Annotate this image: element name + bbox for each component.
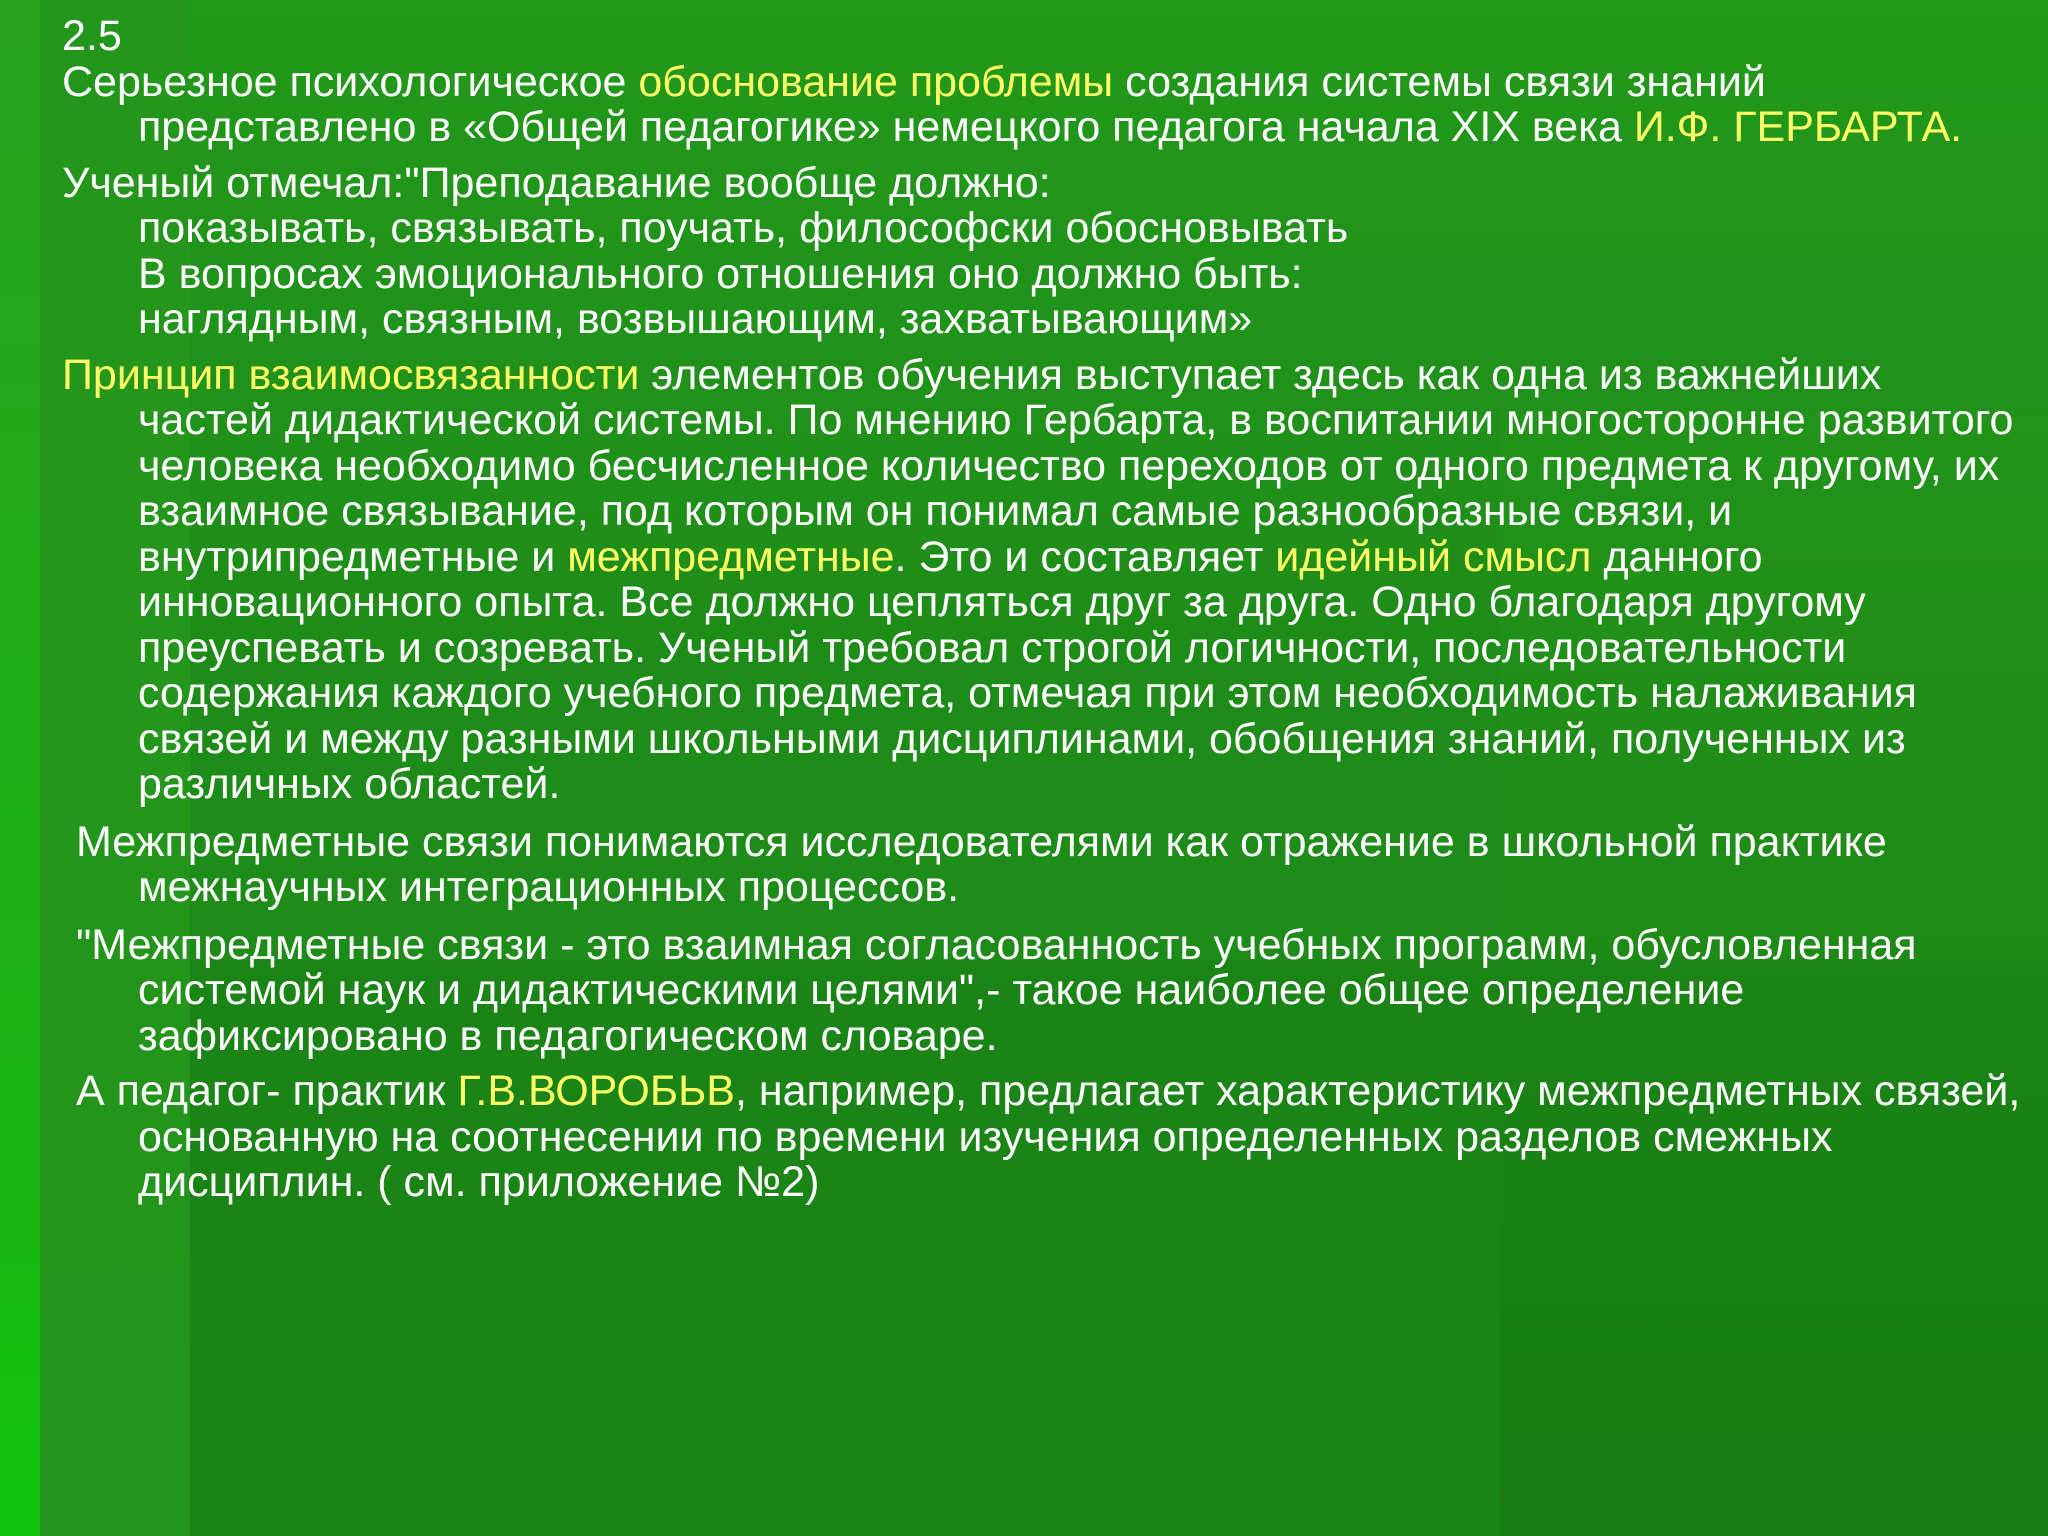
paragraph-herbart-intro <box>62 57 2022 151</box>
text-run: Серьезное психологическое <box>62 57 639 106</box>
highlight-interconnection-principle: Принцип взаимосвязанности <box>62 350 640 399</box>
text-run: элементов обучения выступает здесь как одна из важнейших частей дидактической системы. По мнению Гербарта, в воспитании многосторонне развитого человека необходимо бесчисленное количество переходов от одного предмета к другому, их взаимное связывание, под которым он понимал самые разнообразные связи, и внутрипредметные и <box>138 350 2014 581</box>
background-left-strip <box>0 0 40 1536</box>
slide-body <box>62 14 2022 1206</box>
text-run: , например, предлагает характеристику межпредметных связей, основанную на соотнесении по времени изучения определенных разделов смежных дисциплин. ( см. приложение №2) <box>138 1067 2021 1206</box>
paragraph-interconnection-principle <box>62 350 2022 808</box>
text-run: данного инновационного опыта. Все должно цепляться друг за друга. Одно благодаря другому преуспевать и созревать. Ученый требовал строгой логичности, последовательности содержания каждого учебного предмета, отмечая при этом необходимость налаживания связей и между разными школьными дисциплинами, обобщения знаний, полученных из различных областей. <box>138 532 1917 808</box>
quote-line: В вопросах эмоционального отношения оно должно быть: <box>138 249 1303 298</box>
quote-line: показывать, связывать, поучать, философски обосновывать <box>138 204 1349 252</box>
paragraph-dictionary-definition: "Межпредметные связи - это взаимная согласованность учебных программ, обусловленная системой наук и дидактическими целями",- такое наиболее общее определение зафиксировано в педагогическом словаре. <box>76 920 1917 1060</box>
text-run: . Это и составляет <box>894 532 1276 581</box>
highlight-herbart-name: И.Ф. ГЕРБАРТА. <box>1633 103 1963 151</box>
slide-number: 2.5 <box>62 12 122 60</box>
paragraph-herbart-quote <box>62 158 2022 343</box>
paragraph-vorobyov <box>76 1069 2022 1206</box>
highlight-interdisciplinary: межпредметные <box>567 532 895 581</box>
text-run: создания системы связи знаний представлено в «Общей педагогике» немецкого педагога начала XIX века <box>138 57 1766 151</box>
quote-line: наглядным, связным, возвышающим, захватывающим» <box>138 295 1253 343</box>
highlight-idea-meaning: идейный смысл <box>1275 532 1592 581</box>
text-run: А педагог- практик <box>76 1067 458 1115</box>
paragraph-researchers-view: Межпредметные связи понимаются исследователями как отражение в школьной практике межнаучных интеграционных процессов. <box>76 817 1887 911</box>
quote-line: Ученый отмечал:"Преподавание вообще должно: <box>62 158 1051 207</box>
highlight-vorobyov-name: Г.В.ВОРОБЬВ <box>457 1067 735 1115</box>
highlight-problem-justification: обоснование проблемы <box>638 57 1114 106</box>
